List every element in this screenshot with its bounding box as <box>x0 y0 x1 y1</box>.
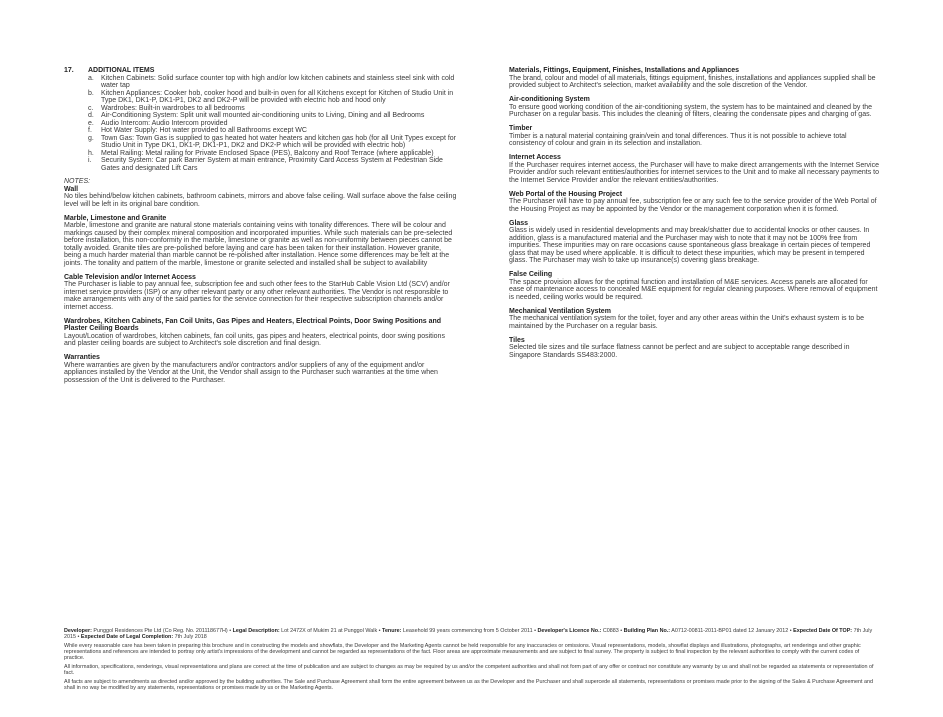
right-column <box>509 67 881 359</box>
left-notes <box>64 186 457 385</box>
additional-items-list <box>64 75 457 173</box>
list-item-text: Kitchen Cabinets: Solid surface counter top with high and/or low kitchen cabinets and stainless steel sink with cold water tap <box>101 74 455 89</box>
note-body: The Purchaser will have to pay annual fee, subscription fee or any such fee to the service provider of the Web Portal of the Housing Project as may be appointed by the Vendor or the management corporation when it is formed. <box>509 198 877 213</box>
list-item <box>64 105 457 113</box>
list-item-letter: d. <box>88 112 94 119</box>
note-heading: Materials, Fittings, Equipment, Finishes, Installations and Appliances <box>509 67 740 74</box>
list-item-letter: i. <box>88 157 92 164</box>
note-body: Where warranties are given by the manufacturers and/or contractors and/or suppliers of any of the equipment and/or appliances installed by the Vendor at the Unit, the Vendor shall assign to the Purchaser such warranties at the time when possession of the Unit is delivered to the Purchaser. <box>64 361 438 384</box>
note-body: Marble, limestone and granite are natural stone materials containing veins with tonality differences. There will be colour and markings caused by their complex mineral composition and incorporated impurities. While such materials can be pre-selected before installation, this non-conformity in the marble, limestone or granite as well as non-uniformity between pieces cannot be totally avoided. Granite tiles are pre-polished before laying and care has been taken for their installation. However granite, being a much harder material than marble cannot be re-polished after installation. Hence some differences may be felt at the joints. The tonality and pattern of the marble, limestone or granite selected and installed shall be subject to availability <box>64 222 453 267</box>
footer-disclaimer-3: All facts are subject to amendments as directed and/or approved by the building authorities. The Sale and Purchase Agreement shall form the entire agreement between us as the Developer and the Purchaser and shall supercede all statements, representations or promises made prior to the signing of the Sales & Purchase Agreement and shall in no way be modified by any statements, representations or promises made by us or the Marketing Agents. <box>64 679 873 692</box>
note-heading: Wardrobes, Kitchen Cabinets, Fan Coil Units, Gas Pipes and Heaters, Electrical Points, Door Swing Positions and Plaster Ceiling Boards <box>64 317 442 332</box>
footer-disclaimer-1: While every reasonable care has been taken in preparing this brochure and in constructing the models and showflats, the Developer and the Marketing Agents cannot be held responsible for any inaccuracies or omissions. Visual representations, models, showflat displays and illustrations, photographs, art renderings and other graphic representations and references are intended to portray only artist's impressions of the development and cannot be regarded as representations of the fact. Floor areas are approximate measurements and are subject to final survey. The property is subject to final inspection by the relevant authorities to comply with the current codes of practice. <box>64 643 861 662</box>
note-body: Glass is widely used in residential developments and may break/shatter due to accidental knocks or other causes. In addition, glass is a manufactured material and the Purchaser may wish to note that it may not be 100% free from impurities. These impurities may on rare occasions cause spontaneous glass breakage in certain pieces of tempered glass that may be used where applicable. It is difficult to detect these impurities, which may be present in tempered glass. The Purchaser may wish to take up insurance(s) covering glass breakage. <box>509 227 871 264</box>
note-body: To ensure good working condition of the air-conditioning system, the system has to be maintained and cleaned by the Purchaser on a regular basis. This includes the cleaning of filters, clearing the condensate pipes and charging of gas. <box>509 103 873 118</box>
note-body: The brand, colour and model of all materials, fittings equipment, finishes, installations and appliances supplied shall be provided subject to Architect's selection, market availability and the sole discretion of the Vendor. <box>509 74 876 89</box>
list-item-letter: e. <box>88 119 94 127</box>
list-item <box>64 157 457 172</box>
list-item-letter: b. <box>88 89 94 97</box>
list-item-text: Security System: Car park Barrier System at main entrance, Proximity Card Access System at Pedestrian Side Gates and designated Lift Cars <box>101 157 443 172</box>
note-heading: Wall <box>64 185 79 193</box>
footer <box>64 628 879 694</box>
note-body: Selected tile sizes and tile surface flatness cannot be perfect and are subject to acceptable range described in Singapore Standards SS483:2000. <box>509 344 850 359</box>
note-heading: Cable Television and/or Internet Access <box>64 273 196 281</box>
note-body: Timber is a natural material containing grain/vein and tonal differences. Thus it is not possible to achieve total consistency of colour and grain in its selection and installation. <box>509 132 847 147</box>
list-item <box>64 135 457 150</box>
list-item-text: Town Gas: Town Gas is supplied to gas heated hot water heaters and kitchen gas hob (for all Unit Types except for Studio Unit in Type DK1, DK1-P, DK1-P1, DK2 and DK2-P which will be provided with electric hob) <box>101 134 456 149</box>
list-item-text: Air-Conditioning System: Split unit wall mounted air-conditioning units to Living, Dining and all Bedrooms <box>101 112 425 119</box>
list-item-letter: a. <box>88 74 94 82</box>
list-item <box>64 112 457 120</box>
list-item-letter: h. <box>88 149 94 157</box>
footer-project-details: Developer: Punggol Residences Pte Ltd (Co Reg. No. 201118677H) • Legal Description: Lot 2472X of Mukim 21 at Punggol Walk • Tenure: Leasehold 99 years commencing from 5 October 2011 • Developer's Licence No.: C0883 • Building Plan No.: A0712-00811-2011-BP01 dated 12 January 2012 • Expected Date Of TOP: 7th July 2015 • Expected Date of Legal Completion: 7th July 2018 <box>64 628 873 641</box>
list-item-text: Hot Water Supply: Hot water provided to all Bathrooms except WC <box>101 127 307 134</box>
note-heading: Tiles <box>509 336 525 344</box>
note-body: The mechanical ventilation system for the toilet, foyer and any other areas within the Unit's exhaust system is to be maintained by the Purchaser on a regular basis. <box>509 315 865 330</box>
note-heading: Timber <box>509 125 533 132</box>
note-body: No tiles behind/below kitchen cabinets, bathroom cabinets, mirrors and above false ceiling. Wall surface above the false ceiling level will be left in its original bare condition. <box>64 193 457 208</box>
notes-label: NOTES: <box>64 178 91 185</box>
note-body: The Purchaser is liable to pay annual fee, subscription fee and such other fees to the StarHub Cable Vision Ltd (SCV) and/or internet service providers (ISP) or any other relevant party or any other relevant authorities. The Vendor is not responsible to make arrangements with any of the said parties for the service connection for their respective subscription channels and/or internet access. <box>64 281 450 311</box>
footer-disclaimer-2: All information, specifications, renderings, visual representations and plans are correct at the time of publication and are subject to changes as may be required by us and/or the competent authorities and shall not form part of any offer or contract nor constitute any warranty by us and shall not be regarded as statements or representation of fact. <box>64 664 874 677</box>
list-item <box>64 75 457 90</box>
note-heading: Mechanical Ventilation System <box>509 307 611 315</box>
note-heading: Internet Access <box>509 154 561 161</box>
list-item-letter: f. <box>88 127 92 134</box>
section-heading <box>64 67 457 75</box>
list-item <box>64 150 457 158</box>
section-number: 17. <box>64 67 74 74</box>
list-item-text: Wardrobes: Built-in wardrobes to all bedrooms <box>101 104 245 112</box>
list-item-text: Audio Intercom: Audio Intercom provided <box>101 119 228 127</box>
note-heading: Warranties <box>64 354 100 361</box>
note-heading: Web Portal of the Housing Project <box>509 190 623 198</box>
right-notes <box>509 67 881 359</box>
section-title: ADDITIONAL ITEMS <box>88 67 155 74</box>
note-heading: Glass <box>509 219 529 227</box>
note-heading: Air-conditioning System <box>509 96 590 103</box>
list-item-text: Kitchen Appliances: Cooker hob, cooker hood and built-in oven for all Kitchens except for Kitchen of Studio Unit in Type DK1, DK1-P, DK1-P1, DK2 and DK2-P will be provided with electric hob and hood only <box>101 89 454 104</box>
list-item <box>64 90 457 105</box>
list-item-text: Metal Railing: Metal railing for Private Enclosed Space (PES), Balcony and Roof Terrace (where applicable) <box>101 149 434 157</box>
note-heading: False Ceiling <box>509 271 553 278</box>
list-item <box>64 120 457 128</box>
list-item-letter: g. <box>88 134 94 142</box>
left-column <box>64 67 457 384</box>
list-item-letter: c. <box>88 104 94 112</box>
list-item <box>64 127 457 135</box>
note-body: The space provision allows for the optimal function and installation of M&E services. Access panels are allocated for ease of maintenance access to concealed M&E equipment for regular cleaning purposes. Where removal of equipment is needed, ceiling works would be required. <box>509 278 878 301</box>
note-body: If the Purchaser requires internet access, the Purchaser will have to make direct arrangements with the Internet Service Provider and/or such relevant entities/authorities for internet services to the Unit and to make all necessary payments to the Internet Service Provider and/or the relevant entities/authorities. <box>509 161 880 184</box>
note-body: Layout/Location of wardrobes, kitchen cabinets, fan coil units, gas pipes and heaters, electrical points, door swing positions and plaster ceiling boards are subject to Architect's sole discretion and final design. <box>64 332 445 347</box>
note-heading: Marble, Limestone and Granite <box>64 214 167 222</box>
